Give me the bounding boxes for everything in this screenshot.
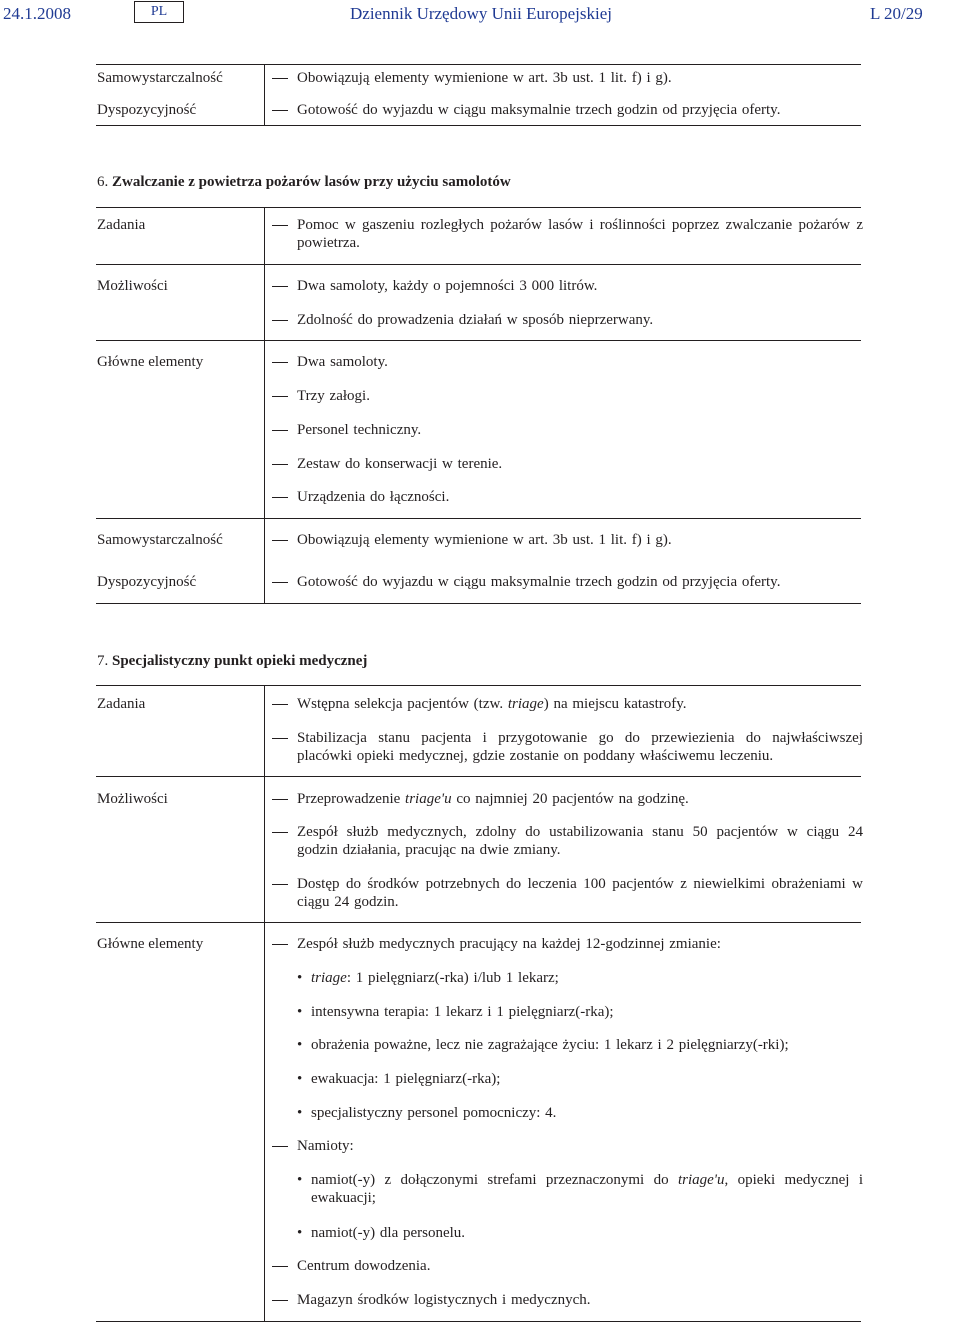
section-heading: 7. Specjalistyczny punkt opieki medycznej [97,653,368,669]
table-rule [96,776,861,777]
list-item: Dostęp do środków potrzebnych do leczenia 100 pacjentów z niewielkimi obrażeniami w ciągu 24 godzin. [272,875,863,911]
table-rule [96,340,861,341]
bullet-icon: • [297,1105,303,1121]
bullet-icon: • [297,970,303,986]
row-label-glowne-elementy: Główne elementy [97,936,204,952]
dash-icon [272,1146,288,1147]
bullet-item: • ewakuacja: 1 pielęgniarz(-rka); [297,1071,501,1087]
bullet-item: • namiot(-y) dla personelu. [297,1225,466,1241]
dash-icon [272,497,288,498]
row-label-mozliwosci: Możliwości [97,791,168,807]
list-item: Stabilizacja stanu pacjenta i przygotowanie go do przewiezienia do najwłaściwszej placówki opieki medycznej, gdzie zostanie on poddany właściwemu leczeniu. [272,729,863,765]
table-rule [96,685,861,686]
row-label-dyspozycyjnosc: Dyspozycyjność [97,102,197,118]
dash-icon [272,430,288,431]
list-item: Trzy załogi. [272,387,863,405]
table-divider [264,64,265,126]
dash-icon [272,78,288,79]
dash-icon [272,540,288,541]
table-divider [264,685,265,1322]
list-item: Zestaw do konserwacji w terenie. [272,455,863,473]
dash-icon [272,362,288,363]
journal-title: Dziennik Urzędowy Unii Europejskiej [350,4,613,23]
dash-icon [272,110,288,111]
list-item: Gotowość do wyjazdu w ciągu maksymalnie trzech godzin od przyjęcia oferty. [272,573,863,591]
row-label-dyspozycyjnosc: Dyspozycyjność [97,574,197,590]
table-rule [96,922,861,923]
dash-icon [272,1266,288,1267]
dash-icon [272,396,288,397]
list-item: Dwa samoloty. [272,353,863,371]
dash-icon [272,464,288,465]
bullet-icon: • [297,1225,303,1241]
dash-icon [272,704,288,705]
dash-icon [272,286,288,287]
row-label-zadania: Zadania [97,696,146,712]
list-item: Wstępna selekcja pacjentów (tzw. triage) na miejscu katastrofy. [272,695,863,713]
list-item: Zespół służb medycznych, zdolny do ustabilizowania stanu 50 pacjentów w ciągu 24 godzin działania, pracując na dwie zmiany. [272,823,863,859]
table-rule [96,125,861,126]
list-item: Magazyn środków logistycznych i medycznych. [272,1291,863,1309]
dash-icon [272,832,288,833]
list-item: Urządzenia do łączności. [272,488,863,506]
table-rule [96,207,861,208]
list-item: Namioty: [272,1137,863,1155]
table-rule [96,64,861,65]
dash-icon [272,738,288,739]
row-label-samowystarczalnosc: Samowystarczalność [97,532,223,548]
row-label-glowne-elementy: Główne elementy [97,354,204,370]
page-number: L 20/29 [870,4,923,23]
section-heading: 6. Zwalczanie z powietrza pożarów lasów przy użyciu samolotów [97,174,511,190]
list-item: Przeprowadzenie triage'u co najmniej 20 pacjentów na godzinę. [272,790,863,808]
list-item: Zespół służb medycznych pracujący na każdej 12-godzinnej zmianie: [272,935,863,953]
language-badge: PL [134,1,184,23]
table-divider [264,207,265,604]
list-item: Obowiązują elementy wymienione w art. 3b ust. 1 lit. f) i g). [272,531,863,549]
dash-icon [272,944,288,945]
bullet-icon: • [297,1172,303,1188]
bullet-item: • specjalistyczny personel pomocniczy: 4. [297,1105,557,1121]
list-item: Dwa samoloty, każdy o pojemności 3 000 litrów. [272,277,863,295]
row-label-samowystarczalnosc: Samowystarczalność [97,70,223,86]
publication-date: 24.1.2008 [3,4,71,23]
list-item: Personel techniczny. [272,421,863,439]
dash-icon [272,225,288,226]
table-rule [96,518,861,519]
row-label-mozliwosci: Możliwości [97,278,168,294]
bullet-icon: • [297,1071,303,1087]
list-item: Gotowość do wyjazdu w ciągu maksymalnie trzech godzin od przyjęcia oferty. [272,101,863,119]
dash-icon [272,1300,288,1301]
bullet-icon: • [297,1037,303,1053]
dash-icon [272,884,288,885]
bullet-item: • triage: 1 pielęgniarz(-rka) i/lub 1 lekarz; [297,970,559,986]
list-item: Pomoc w gaszeniu rozległych pożarów lasów i roślinności poprzez zwalczanie pożarów z powietrza. [272,216,863,252]
dash-icon [272,320,288,321]
bullet-icon: • [297,1004,303,1020]
table-rule [96,603,861,604]
list-item: Centrum dowodzenia. [272,1257,863,1275]
dash-icon [272,582,288,583]
bullet-item: • namiot(-y) z dołączonymi strefami przeznaczonymi do triage'u, opieki medycznej i ewakuacji; [297,1172,863,1206]
bullet-item: • intensywna terapia: 1 lekarz i 1 pielęgniarz(-rka); [297,1004,614,1020]
dash-icon [272,799,288,800]
list-item: Zdolność do prowadzenia działań w sposób nieprzerwany. [272,311,863,329]
list-item: Obowiązują elementy wymienione w art. 3b ust. 1 lit. f) i g). [272,69,863,87]
bullet-item: • obrażenia poważne, lecz nie zagrażające życiu: 1 lekarz i 2 pielęgniarzy(-rki); [297,1037,789,1053]
page-header [0,0,960,30]
table-rule [96,264,861,265]
row-label-zadania: Zadania [97,217,146,233]
